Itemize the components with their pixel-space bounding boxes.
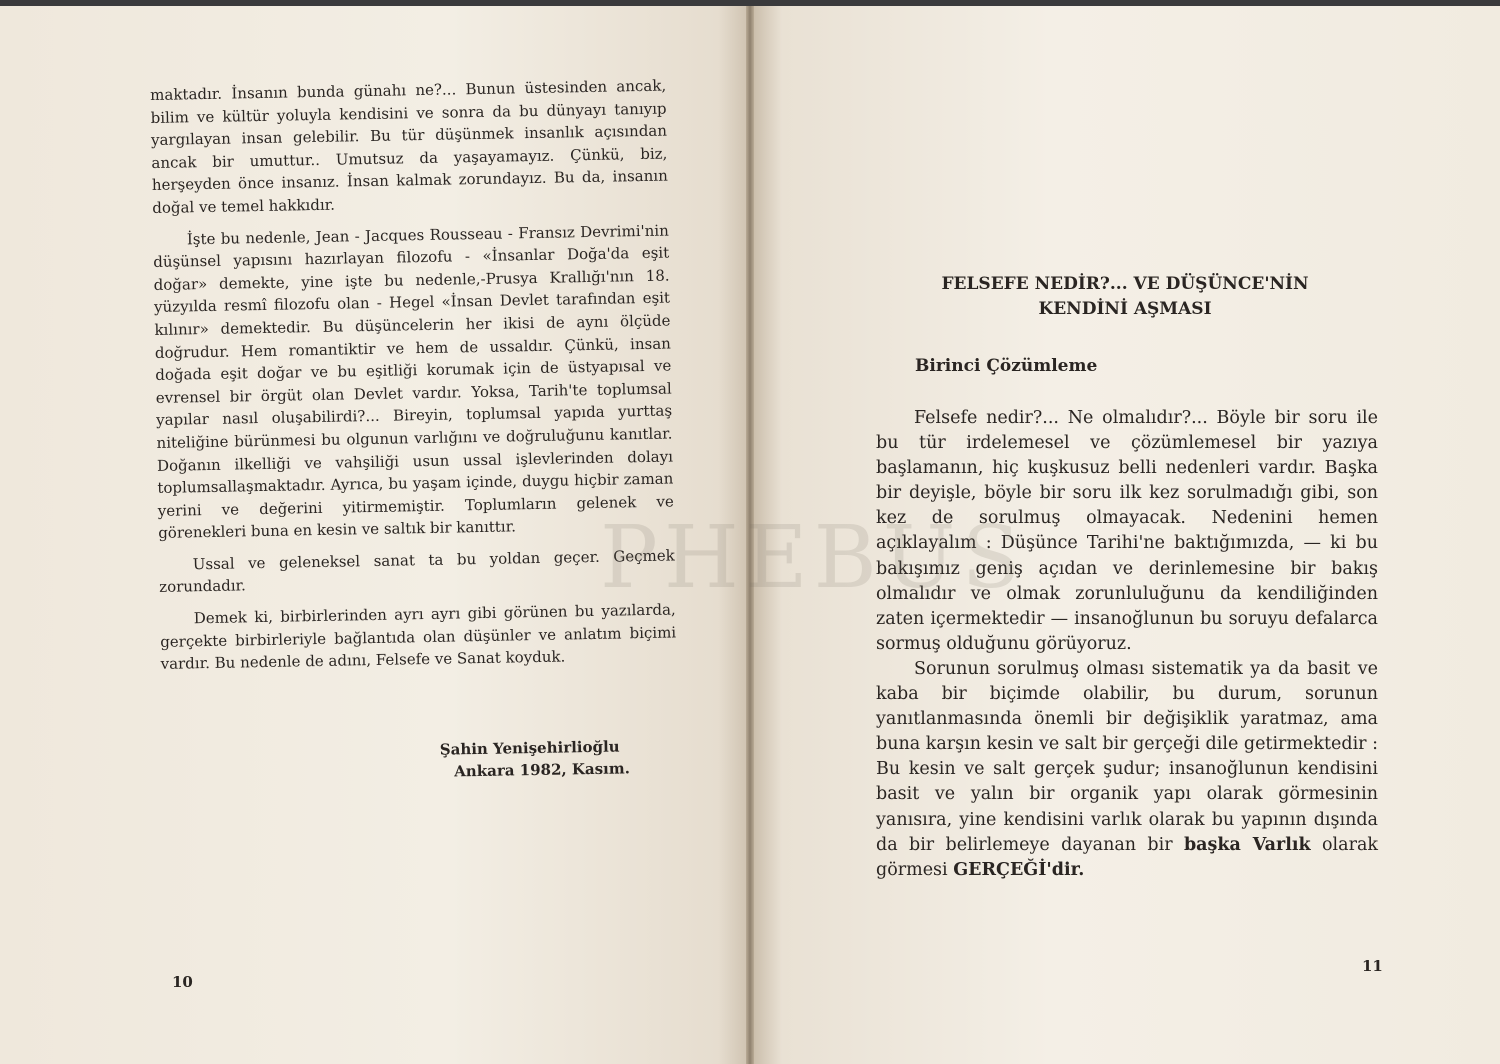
page-number-right: 11 — [1362, 957, 1383, 975]
right-paragraph-2-text-b: olarak görmesi — [876, 834, 1378, 880]
left-paragraph-4: Demek ki, birbirlerinden ayrı ayrı gibi görünen bu yazılarda, gerçekte birbirleriyle bağlantıda olan düşünler ve anlatım biçimi vardır. Bu nedenle de adını, Felsefe ve Sanat koyduk. — [160, 600, 677, 674]
chapter-title — [920, 272, 1330, 322]
right-paragraph-2-caps: GERÇEĞİ'dir. — [953, 859, 1085, 880]
right-paragraph-2-text-a: Sorunun sorulmuş olması sistematik ya da basit ve kaba bir biçimde olabilir, bu durum, sorunun yanıtlanmasında önemli bir değişiklik yaratmaz, ama buna karşın kesin ve salt bir gerçeği dile getirmektedir : Bu kesin ve salt gerçek şudur; insanoğlunun kendisini basit ve yalın bir organik yapı olarak görmesinin yanısıra, yine kendisini varlık olarak bu yapının dışında da bir belirlemeye dayanan bir — [876, 658, 1378, 855]
left-paragraph-3: Ussal ve geleneksel sanat ta bu yoldan geçer. Geçmek zorundadır. — [159, 546, 675, 597]
chapter-title-line-1: FELSEFE NEDİR?... VE DÜŞÜNCE'NİN — [941, 274, 1309, 294]
right-page — [752, 6, 1500, 1064]
signature-name: Şahin Yenişehirlioğlu — [439, 737, 620, 759]
page-number-left: 10 — [172, 973, 193, 991]
signature-block — [440, 735, 630, 782]
left-paragraph-1: maktadır. İnsanın bunda günahı ne?... Bunun üstesinden ancak, bilim ve kültür yoluyla kendisini ve sonra da bu dünyayı tanıyıp yargılayan insan gelebilir. Bu tür düşünmek insanlık açısından ancak bir umuttur.. Umutsuz da yaşayamayız. Çünkü, biz, herşeyden önce insanız. İnsan kalmak zorundayız. Bu da, insanın doğal ve temel hakkıdır. — [150, 76, 668, 217]
left-paragraph-2: İşte bu nedenle, Jean - Jacques Rousseau - Fransız Devrimi'nin düşünsel yapısını hazırlayan filozofu - «İnsanlar Doğa'da eşit doğar» demekte, yine işte bu nedenle,-Prusya Krallığı'nın 18. yüzyılda resmî filozofu olan - Hegel «İnsan Devlet tarafından eşit kılınır» demektedir. Bu düşüncelerin her ikisi de aynı ölçüde doğrudur. Hem romantiktir ve hem de ussaldır. Çünkü, insan doğada eşit doğar ve bu eşitliği korumak için de üstyapısal ve evrensel bir örgüt olan Devlet vardır. Yoksa, Tarih'te toplumsal yapılar nasıl oluşabilirdi?... Bireyin, toplumsal yapıda yurttaş niteliğine bürünmesi bu olgunun varlığını ve doğruluğunu kanıtlar. Doğanın ilkelliği ve vahşiliği usun ussal işlevlerinden dolayı toplumsallaşmaktadır. Ayrıca, bu yaşam içinde, duygu hiçbir zaman yerini ve değerini yitirmemiştir. Toplumların gelenek ve görenekleri buna en kesin ve saltık bir kanıttır. — [153, 221, 674, 543]
right-body-text — [876, 406, 1378, 883]
section-subheading: Birinci Çözümleme — [915, 356, 1098, 376]
right-paragraph-2-bold: başka Varlık — [1183, 834, 1311, 855]
signature-place-date: Ankara 1982, Kasım. — [454, 759, 631, 781]
left-body-text — [150, 75, 677, 685]
left-page — [0, 6, 748, 1064]
right-paragraph-2 — [876, 657, 1378, 883]
right-paragraph-1: Felsefe nedir?... Ne olmalıdır?... Böyle bir soru ile bu tür irdelemesel ve çözümlemesel bir yazıya başlamanın, hiç kuşkusuz belli nedenleri vardır. Başka bir deyişle, böyle bir soru ilk kez sorulmadığı gibi, son kez de sorulmuş olmayacak. Nedenini hemen açıklayalım : Düşünce Tarihi'ne baktığımızda, — ki bu bakışımız geniş açıdan ve derinlemesine bir bakış olmalıdır ve olmak zorunluluğunu da kendiliğinden zaten içermektedir — insanoğlunun bu soruyu defalarca sormuş olduğunu görüyoruz. — [876, 408, 1378, 654]
book-spine — [746, 6, 754, 1064]
chapter-title-line-2: KENDİNİ AŞMASI — [1038, 299, 1212, 319]
